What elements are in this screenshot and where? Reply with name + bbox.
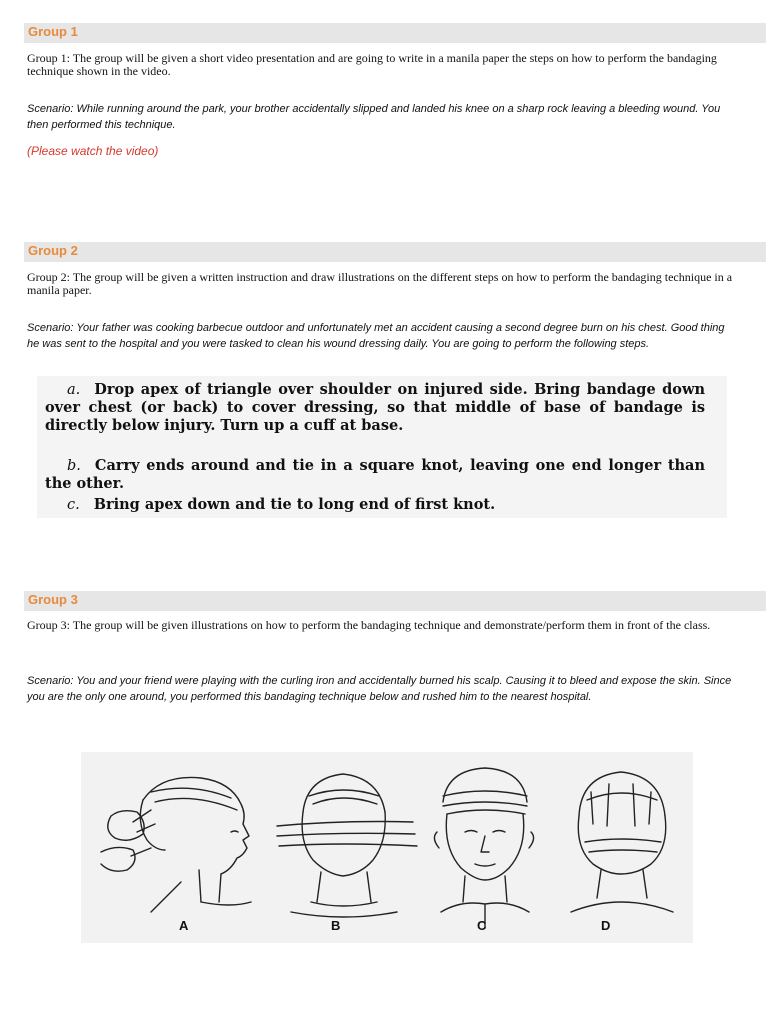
figure-b-drawing	[277, 774, 417, 917]
head-bandage-drawings	[81, 752, 693, 943]
figure-c-drawing	[434, 768, 533, 928]
step-b	[45, 457, 705, 493]
group2-heading-band	[24, 242, 766, 262]
step-b-mark: b.	[67, 458, 81, 474]
step-a	[45, 381, 705, 435]
group1-heading: Group 1	[28, 24, 78, 39]
figure-a-drawing	[101, 777, 251, 912]
step-c-mark: c.	[67, 497, 80, 513]
bandage-steps-image	[37, 376, 727, 518]
group1-description: Group 1: The group will be given a short video presentation and are going to write in a manila paper the steps on how to perform the bandaging technique shown in the video.	[27, 51, 717, 78]
step-c-text: Bring apex down and tie to long end of first knot.	[93, 496, 496, 513]
step-a-text: Drop apex of triangle over shoulder on injured side. Bring bandage down over chest (or back) to cover dressing, so that middle of base of bandage is directly below injury. Turn up a cuff at base.	[45, 381, 705, 434]
step-b-text: Carry ends around and tie in a square knot, leaving one end longer than the other.	[45, 457, 705, 492]
step-c	[45, 496, 705, 514]
group1-heading-band	[24, 23, 766, 43]
step-a-mark: a.	[67, 382, 81, 398]
head-bandage-illustration	[81, 752, 693, 943]
figure-label-b: B	[331, 918, 341, 933]
figure-d-drawing	[571, 772, 673, 912]
group2-heading: Group 2	[28, 243, 78, 258]
group1-watch-note: (Please watch the video)	[27, 144, 159, 158]
figure-label-d: D	[601, 918, 611, 933]
figure-label-a: A	[179, 918, 189, 933]
group2-scenario: Scenario: Your father was cooking barbecue outdoor and unfortunately met an accident causing a second degree burn on his chest. Good thing he was sent to the hospital and you were tasked to clean his wound dressing daily. You are going to perform the following steps.	[27, 322, 725, 350]
group3-heading: Group 3	[28, 592, 78, 607]
group2-description: Group 2: The group will be given a written instruction and draw illustrations on the different steps on how to perform the bandaging technique in a manila paper.	[27, 270, 733, 297]
group3-heading-band	[24, 591, 766, 611]
figure-label-c: C	[477, 918, 487, 933]
group1-scenario: Scenario: While running around the park, your brother accidentally slipped and landed his knee on a sharp rock leaving a bleeding wound. You then performed this technique.	[27, 103, 721, 131]
group3-description: Group 3: The group will be given illustrations on how to perform the bandaging technique and demonstrate/perform them in front of the class.	[27, 618, 711, 632]
group3-scenario: Scenario: You and your friend were playing with the curling iron and accidentally burned his scalp. Causing it to bleed and expose the skin. Since you are the only one around, you performed this bandaging technique below and rushed him to the nearest hospital.	[27, 675, 732, 703]
